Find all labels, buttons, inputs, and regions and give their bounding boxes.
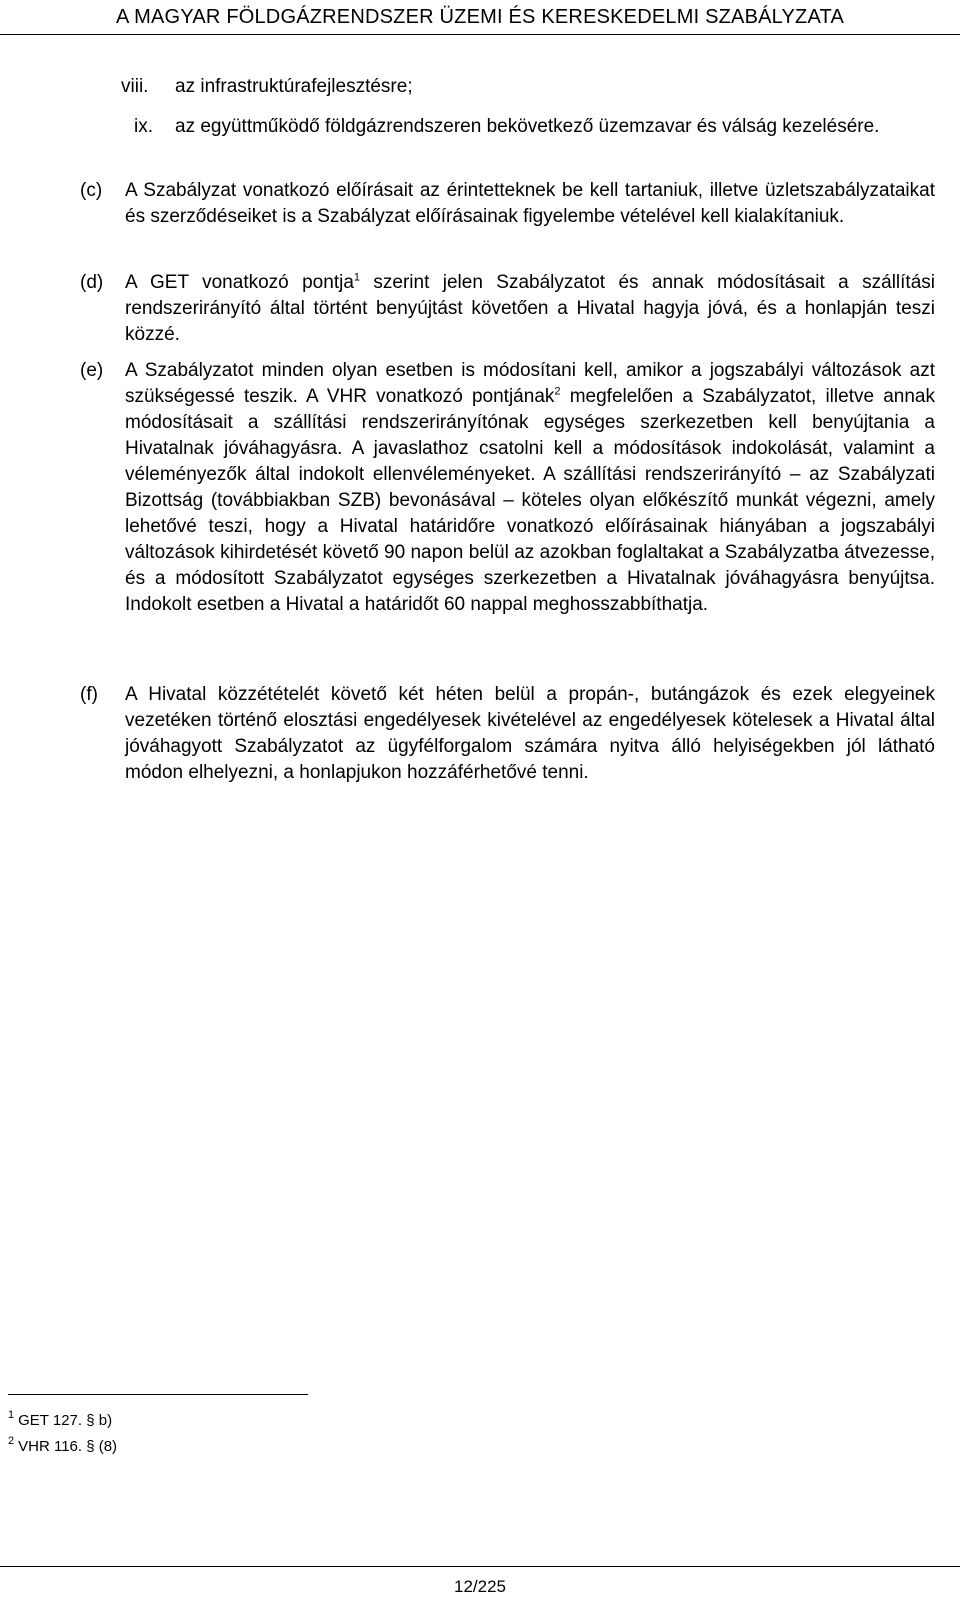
page-number: 12/225 [454, 1577, 506, 1596]
paragraph-d-text-after: szerint jelen Szabályzatot és annak módosításait a szállítási rendszerirányító által történt benyújtást követően a Hivatal hagyja jóvá, és a honlapján teszi közzé. [125, 272, 935, 345]
paragraph-marker-f: (f) [80, 684, 98, 705]
footnote-2 [8, 1435, 118, 1457]
paragraph-marker-e: (e) [80, 360, 104, 381]
paragraph-e-text-after: megfelelően a Szabályzatot, illetve annak módosításait a szállítási rendszerirányítónak egységes szerkezetben kell benyújtania a Hivatalnak jóváhagyásra. A javaslathoz csatolni kell a módosítások indokolását, valamint a véleményezők által indokolt ellenvéleményeket. A szállítási rendszerirányító – az Szabályzati Bizottság (továbbiakban SZB) bevonásával – köteles olyan előkészítő munkát végezni, amely lehetővé teszi, hogy a Hivatal határidőre vonatkozó előírásainak hiányában a jogszabályi változások kihirdetését követő 90 napon belül az azokban foglaltakat a Szabályzatba átvezesse, és a módosított Szabályzatot egységes szerkezetben a Hivatalnak jóváhagyásra benyújtsa. Indokolt esetben a Hivatal a határidőt 60 nappal meghosszabbíthatja. [125, 386, 936, 615]
paragraph-marker-c: (c) [80, 180, 103, 201]
paragraph-d [125, 270, 935, 348]
paragraph-marker-d: (d) [80, 272, 104, 293]
list-item-text-ix: az együttműködő földgázrendszeren bekövetkező üzemzavar és válság kezelésére. [175, 116, 880, 137]
footnote-separator [8, 1394, 308, 1395]
paragraph-f: A Hivatal közzétételét követő két héten belül a propán-, butángázok és ezek elegyeinek vezetéken történő elosztási engedélyesek kivételével az engedélyesek kötelesek a Hivatal által jóváhagyott Szabályzatot az ügyfélforgalom számára nyitva álló helyiségekben jól látható módon elhelyezni, a honlapjukon hozzáférhetővé tenni. [125, 684, 935, 783]
page-footer [0, 1566, 960, 1600]
paragraph-e [125, 358, 935, 618]
footnote-1-text: GET 127. § b) [18, 1412, 113, 1429]
list-item-text-viii: az infrastruktúrafejlesztésre; [175, 76, 413, 97]
paragraph-d-text-before: A GET vonatkozó pontja [125, 272, 354, 293]
footnote-2-text: VHR 116. § (8) [18, 1438, 118, 1455]
paragraph-e-text-before: A Szabályzatot minden olyan esetben is módosítani kell, amikor a jogszabályi változások azt szükségessé teszik. A VHR vonatkozó pontjának [125, 360, 935, 407]
footnote-ref-1: 1 [353, 271, 361, 284]
list-marker-ix: ix. [134, 116, 153, 137]
paragraph-c: A Szabályzat vonatkozó előírásait az érintetteknek be kell tartaniuk, illetve üzletszabályzataikat és szerződéseiket is a Szabályzat előírásainak figyelembe vételével kell kialakítaniuk. [125, 180, 935, 227]
list-marker-viii: viii. [121, 76, 149, 97]
footnote-2-number: 2 [8, 1435, 15, 1447]
footnote-1 [8, 1409, 113, 1431]
footnote-1-number: 1 [8, 1409, 15, 1421]
header-title: A MAGYAR FÖLDGÁZRENDSZER ÜZEMI ÉS KERESKEDELMI SZABÁLYZATA [115, 6, 845, 28]
page-header [0, 0, 960, 35]
footnote-ref-2: 2 [554, 385, 561, 398]
